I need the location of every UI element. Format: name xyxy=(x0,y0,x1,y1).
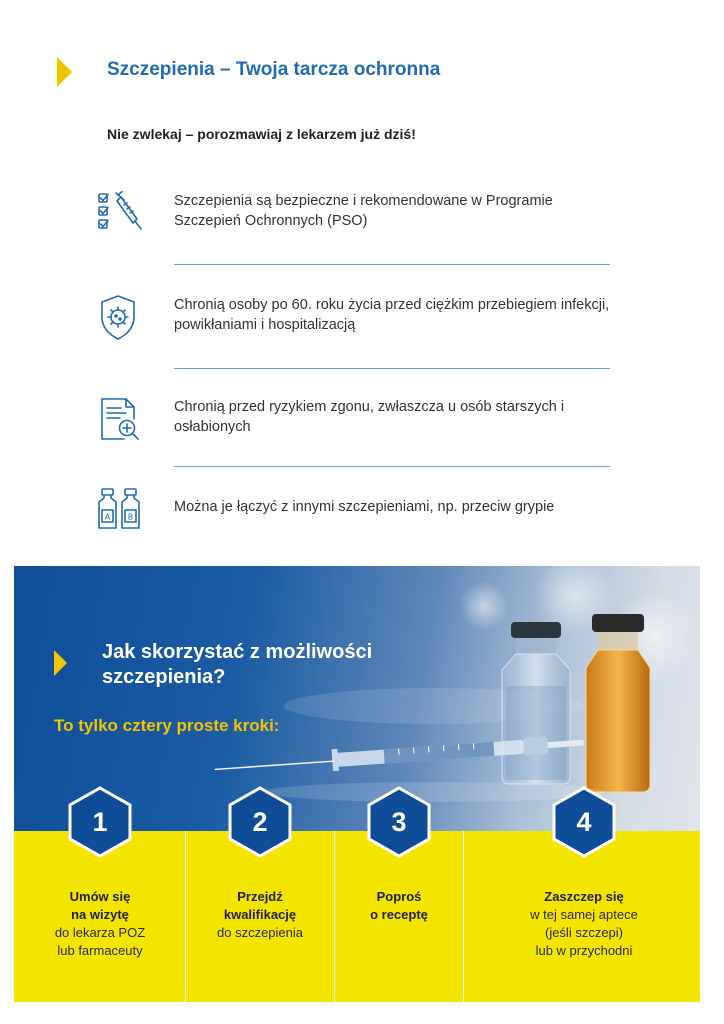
medical-document-icon xyxy=(96,397,148,445)
step-description xyxy=(509,888,659,960)
step-detail-line: w tej samej aptece xyxy=(530,907,638,922)
step-title-line: o receptę xyxy=(370,907,428,922)
step-description xyxy=(185,888,335,942)
benefit-text: Można je łączyć z innymi szczepieniami, np. przeciw grypie xyxy=(174,499,555,515)
checklist-syringe-icon xyxy=(96,191,148,239)
benefit-text: Chronią osoby po 60. roku życia przed ciężkim przebiegiem infekcji, powikłaniami i hospitalizacją xyxy=(174,297,610,333)
step-title-line: Umów się xyxy=(69,889,131,904)
divider xyxy=(174,368,610,369)
page-title: Szczepienia – Twoja tarcza ochronna xyxy=(107,59,441,80)
vaccine-vials-icon xyxy=(96,488,148,536)
step-description xyxy=(324,888,474,924)
step-title-line: na wizytę xyxy=(71,907,129,922)
step-detail-line: (jeśli szczepi) xyxy=(544,925,623,940)
vial-label-a: A xyxy=(104,512,111,522)
banner-title: Jak skorzystać z możliwości szczepienia? xyxy=(102,641,373,688)
benefit-text: Szczepienia są bezpieczne i rekomendowane w Programie Szczepień Ochronnych (PSO) xyxy=(174,193,553,229)
yellow-arrow-icon xyxy=(57,57,72,87)
step-number: 2 xyxy=(252,807,268,837)
step-number-badge xyxy=(552,786,616,858)
step-number-badge xyxy=(228,786,292,858)
step-detail-line: do lekarza POZ xyxy=(54,925,146,940)
banner-subtitle: To tylko cztery proste kroki: xyxy=(54,716,280,735)
step-description xyxy=(25,888,175,960)
step-title-line: kwalifikację xyxy=(223,907,297,922)
step-detail-line: lub farmaceuty xyxy=(57,943,143,958)
divider xyxy=(174,466,610,467)
step-detail-line: lub w przychodni xyxy=(535,943,633,958)
step-number: 4 xyxy=(576,807,592,837)
step-number-badge xyxy=(68,786,132,858)
step-number: 1 xyxy=(92,807,108,837)
steps-banner xyxy=(14,566,700,1002)
step-number: 3 xyxy=(391,807,407,837)
yellow-arrow-icon xyxy=(54,650,67,676)
step-detail-line: do szczepienia xyxy=(217,925,303,940)
divider xyxy=(174,264,610,265)
step-title-line: Przejdź xyxy=(237,889,283,904)
step-title-line: Zaszczep się xyxy=(544,889,624,904)
benefit-text: Chronią przed ryzykiem zgonu, zwłaszcza u osób starszych i osłabionych xyxy=(174,399,565,435)
step-title-line: Poproś xyxy=(376,889,422,904)
page-subtitle: Nie zwlekaj – porozmawiaj z lekarzem już dziś! xyxy=(107,126,416,142)
shield-virus-icon xyxy=(96,295,148,343)
step-number-badge xyxy=(367,786,431,858)
vial-label-b: B xyxy=(127,512,134,522)
